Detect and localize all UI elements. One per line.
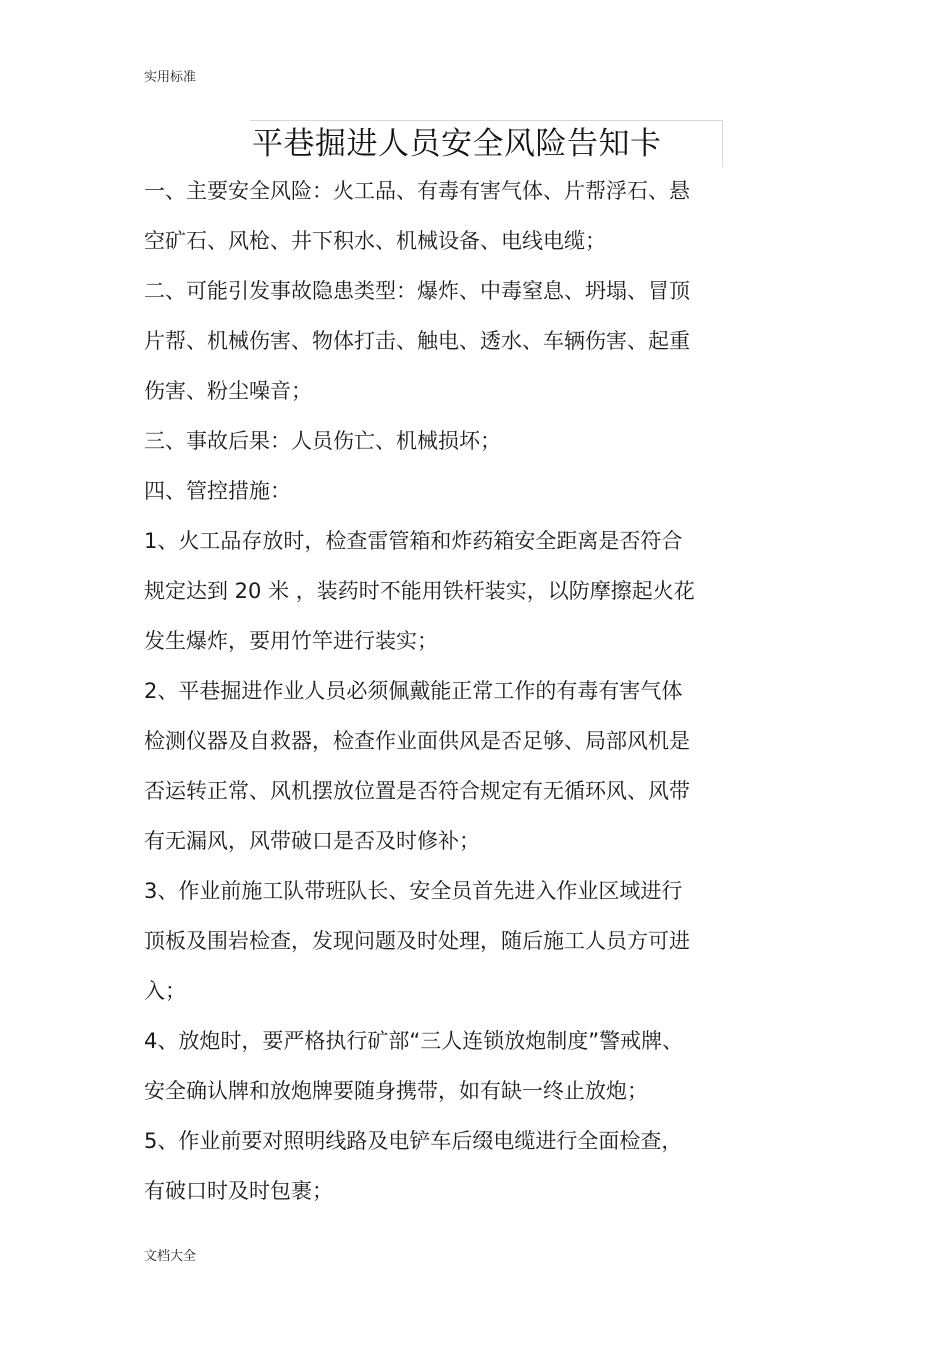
- body-line: 伤害、粉尘噪音；: [144, 379, 312, 403]
- body-line: 3、作业前施工队带班队长、安全员首先进入作业区域进行: [144, 879, 683, 903]
- body-line: 三、事故后果：人员伤亡、机械损坏；: [144, 429, 501, 453]
- body-line: 2、平巷掘进作业人员必须佩戴能正常工作的有毒有害气体: [144, 679, 683, 703]
- body-line: 1、火工品存放时，检查雷管箱和炸药箱安全距离是否符合: [144, 529, 683, 553]
- body-line: 5、作业前要对照明线路及电铲车后缀电缆进行全面检查，: [144, 1129, 683, 1153]
- body-line: 有破口时及时包裹；: [144, 1179, 333, 1203]
- body-line: 否运转正常、风机摆放位置是否符合规定有无循环风、风带: [144, 779, 690, 803]
- page-footer-label: 文档大全: [144, 1249, 197, 1264]
- body-line: 片帮、机械伤害、物体打击、触电、透水、车辆伤害、起重: [144, 329, 690, 353]
- body-line: 一、主要安全风险：火工品、有毒有害气体、片帮浮石、悬: [144, 179, 690, 203]
- body-line: 四、管控措施：: [144, 479, 291, 503]
- body-line: 二、可能引发事故隐患类型：爆炸、中毒窒息、坍塌、冒顶: [144, 279, 690, 303]
- page-header-label: 实用标准: [144, 70, 197, 85]
- body-line: 安全确认牌和放炮牌要随身携带，如有缺一终止放炮；: [144, 1079, 648, 1103]
- body-line: 空矿石、风枪、井下积水、机械设备、电线电缆；: [144, 229, 606, 253]
- document-title: 平巷掘进人员安全风险告知卡: [252, 126, 662, 162]
- body-line: 规定达到 20 米 ，装药时不能用铁杆装实，以防摩擦起火花: [144, 579, 695, 603]
- body-line: 检测仪器及自救器，检查作业面供风是否足够、局部风机是: [144, 729, 690, 753]
- body-line: 发生爆炸，要用竹竿进行装实；: [144, 629, 438, 653]
- body-line: 顶板及围岩检查，发现问题及时处理，随后施工人员方可进: [144, 929, 690, 953]
- body-line: 有无漏风，风带破口是否及时修补；: [144, 829, 480, 853]
- body-line: 4、放炮时，要严格执行矿部“三人连锁放炮制度”警戒牌、: [144, 1029, 684, 1053]
- body-line: 入；: [144, 979, 186, 1003]
